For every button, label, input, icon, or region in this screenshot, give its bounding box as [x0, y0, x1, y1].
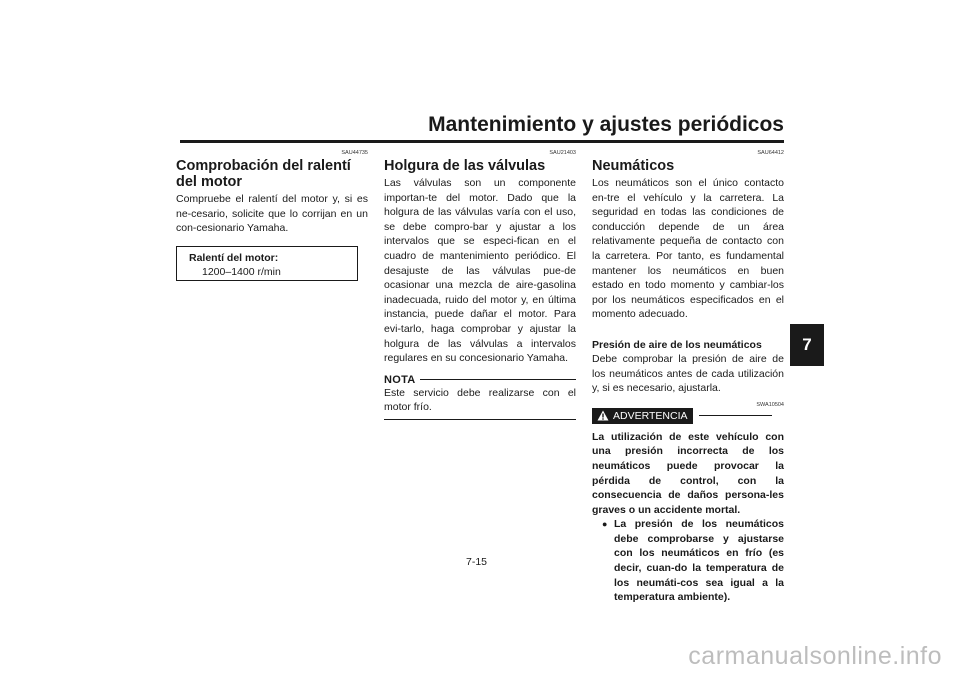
warning-text: La utilización de este vehículo con una presión incorrecta de los neumáticos puede provocar la pérdida de control, con la consecuencia de daños persona-les graves o un accidente mortal. — [592, 430, 784, 516]
section-body: Las válvulas son un componente importan-te del motor. Dado que la holgura de las válvulas varía con el uso, se debe compro-bar y ajustar a los intervalos que se especi-fican en el cuadro de mantenimiento periódico. El desajuste de las válvulas pue-de ocasionar una mezcla de aire-gasolina inadecuada, ruido del motor y, en última instancia, puede dañar el motor. Para evi-tarlo, haga comprobar y ajustar la holgura de las válvulas a intervalos regulares en su concesionario Yamaha. — [384, 177, 576, 365]
column-valve-clearance — [384, 150, 576, 420]
subsection-title: Presión de aire de los neumáticos — [592, 338, 762, 351]
spec-label: Ralentí del motor: — [189, 251, 279, 264]
note-rule — [420, 379, 576, 380]
section-code: SAU64412 — [757, 150, 784, 156]
column-idle-speed — [176, 150, 368, 281]
note-end-rule — [384, 419, 576, 420]
spec-value: 1200–1400 r/min — [202, 265, 281, 278]
section-title: Holgura de las válvulas — [384, 158, 546, 174]
page-number: 7-15 — [466, 556, 488, 568]
bullet-icon: ● — [602, 519, 608, 530]
section-title: Neumáticos — [592, 158, 675, 174]
warning-label: ADVERTENCIA — [613, 409, 688, 422]
subsection-body: Debe comprobar la presión de aire de los neumáticos antes de cada utilización y, si es necesario, ajustarla. — [592, 352, 784, 395]
watermark: carmanualsonline.info — [688, 642, 942, 670]
chapter-tab: 7 — [790, 324, 824, 366]
section-title: Comprobación del ralentí del motor — [176, 158, 351, 190]
spec-box — [176, 246, 358, 281]
warning-rule — [699, 415, 773, 416]
bullet-text: La presión de los neumáticos debe comprobarse y ajustarse con los neumáticos en frío (es decir, cuan-do la temperatura de los neumáti-cos sea igual a la temperatura ambiente). — [614, 518, 784, 604]
warning-badge — [592, 408, 693, 424]
note-text: Este servicio debe realizarse con el motor frío. — [384, 386, 576, 414]
section-code: SAU21403 — [549, 150, 576, 156]
note-header — [384, 374, 576, 386]
section-code: SAU44735 — [341, 150, 368, 156]
section-body: Compruebe el ralentí del motor y, si es ne-cesario, solicite que lo corrijan en un con-cesionario Yamaha. — [176, 193, 368, 235]
warning-header — [592, 408, 784, 424]
warning-code: SWA10504 — [756, 401, 784, 408]
header-rule — [180, 140, 784, 143]
note-label: NOTA — [384, 373, 416, 386]
page-title: Mantenimiento y ajustes periódicos — [428, 113, 784, 136]
column-tires — [592, 150, 784, 605]
section-body: Los neumáticos son el único contacto en-tre el vehículo y la carretera. La seguridad en todas las condiciones de conducción depende de un área relativamente pequeña de contacto con la carretera. Por tanto, es fundamental mantener los neumáticos en buen estado en todo momento y cambiar-los por los neumáticos especificados en el momento adecuado. — [592, 177, 784, 321]
warning-triangle-icon — [597, 410, 609, 421]
list-item — [602, 517, 784, 605]
